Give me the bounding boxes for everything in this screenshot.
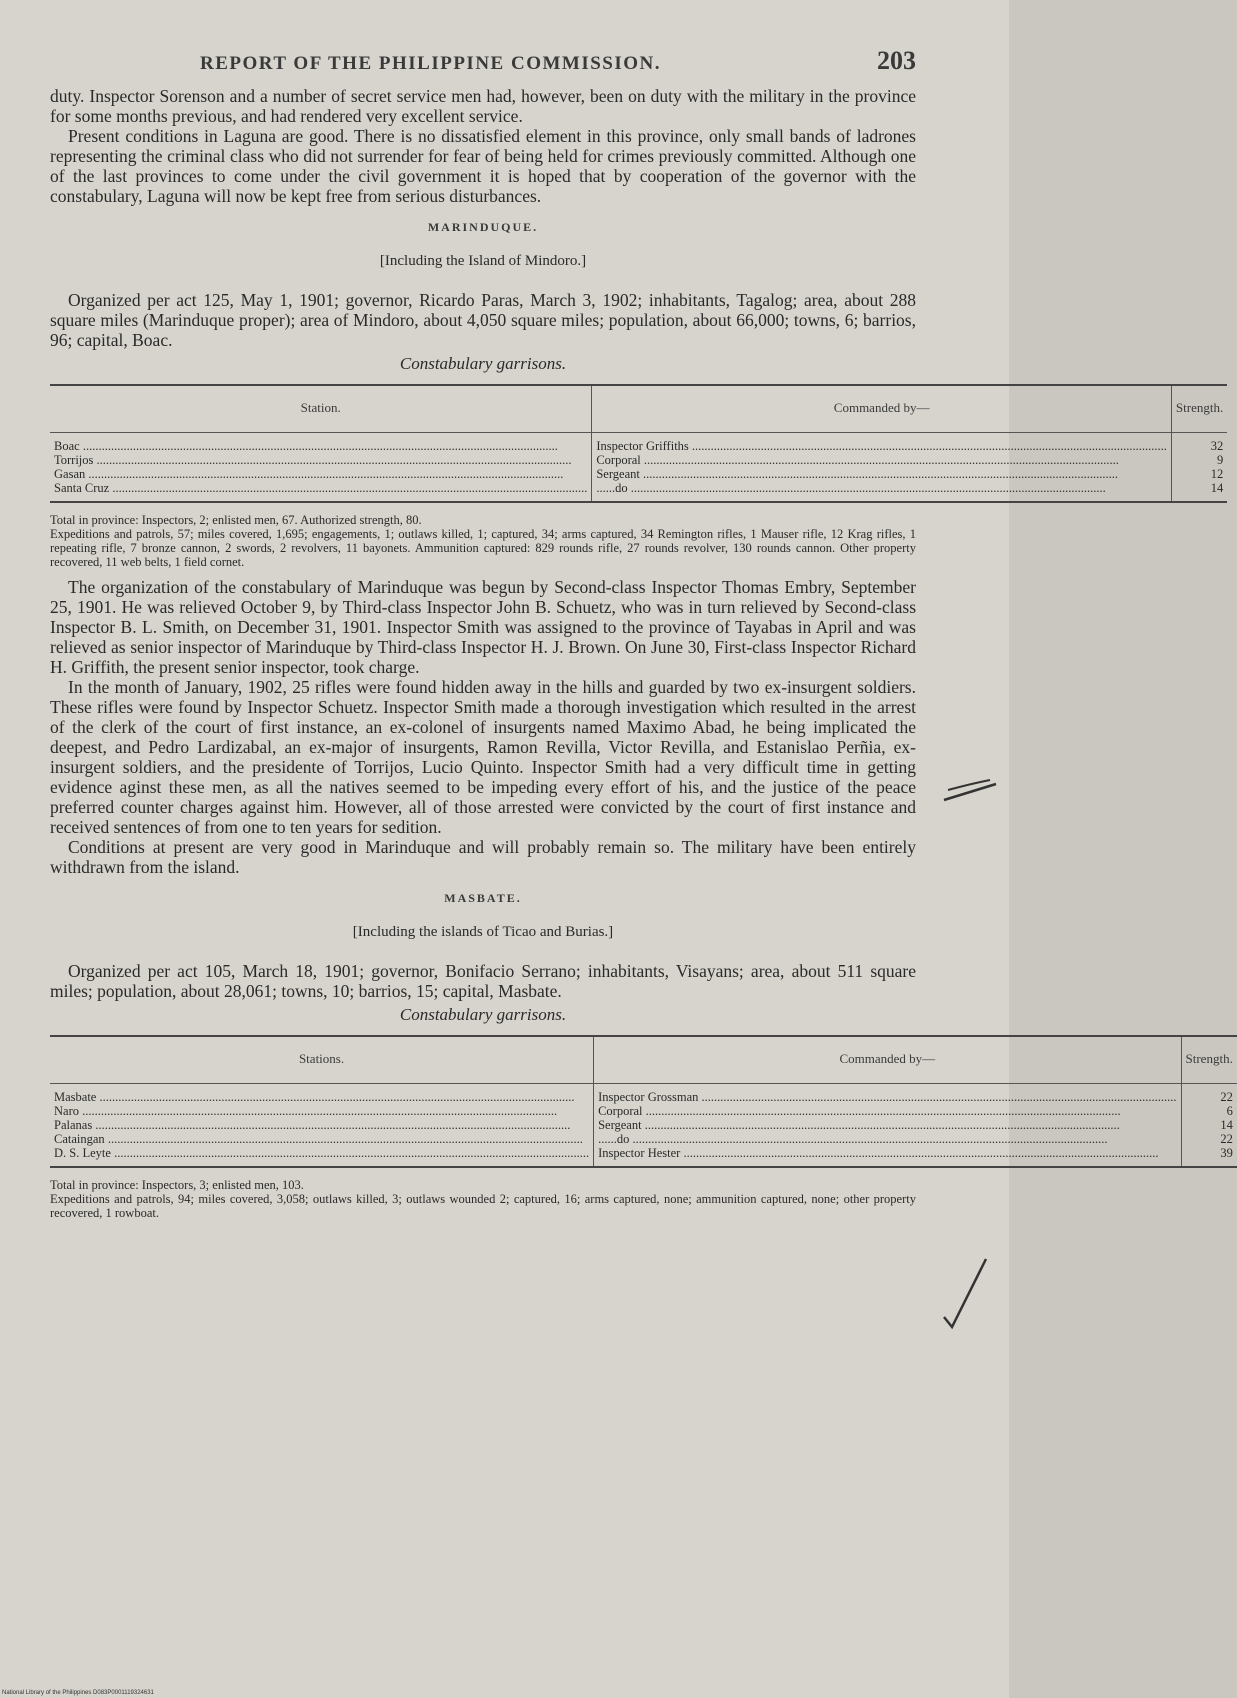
marinduque-paragraph-conditions: Conditions at present are very good in Marinduque and will probably remain so. The military have been entirely withdrawn from the island. — [50, 837, 916, 877]
expeditions-note: Expeditions and patrols, 94; miles covered, 3,058; outlaws killed, 3; outlaws wounded 2; captured, 16; arms captured, none; ammunition captured, none; other property recovered, 1 rowboat. — [50, 1192, 916, 1220]
marinduque-paragraph-organization: The organization of the constabulary of Marinduque was begun by Second-class Inspector Thomas Embry, September 25, 1901. He was relieved October 9, by Third-class Inspector John B. Schuetz, who was in turn relieved by Second-class Inspector B. L. Smith, on December 31, 1901. Inspector Smith was assigned to the province of Tayabas in April and was relieved as senior inspector of Marinduque by Third-class Inspector H. J. Brown. On June 30, First-class Inspector Richard H. Griffith, the present senior inspector, took charge. — [50, 577, 916, 677]
commander-cell: Inspector Grossman ..... — [598, 1090, 1176, 1104]
marinduque-table-caption: Constabulary garrisons. — [399, 354, 567, 373]
section-subtitle-masbate: [Including the islands of Ticao and Burias.] — [352, 924, 614, 940]
station-cell: Palanas ..... — [54, 1118, 589, 1132]
total-note: Total in province: Inspectors, 2; enlisted men, 67. Authorized strength, 80. — [50, 513, 422, 527]
page-number: 203 — [877, 46, 916, 75]
commander-cell: Corporal ..... — [598, 1104, 1176, 1118]
strength-cell: 14 — [1210, 481, 1224, 495]
masbate-table-caption: Constabulary garrisons. — [399, 1005, 567, 1024]
station-cell: Cataingan ..... — [54, 1132, 589, 1146]
expeditions-note: Expeditions and patrols, 57; miles covered, 1,695; engagements, 1; outlaws killed, 1; captured, 34; arms captured, 34 Remington rifles, 1 Mauser rifle, 12 Krag rifles, 1 repeating rifle, 7 bronze cannon, 2 swords, 2 revolvers, 11 bayonets. Ammunition captured: 829 rounds rifle, 27 rounds revolver, 130 rounds cannon. Other property recovered, 11 web belts, 1 field cornet. — [50, 527, 916, 569]
column-header-stations: Stations. — [50, 1036, 594, 1084]
station-cell: D. S. Leyte ..... — [54, 1146, 589, 1160]
commander-cell: ......do ..... — [598, 1132, 1176, 1146]
strength-cell: 39 — [1220, 1146, 1233, 1160]
table-row — [50, 433, 1227, 503]
strength-cell: 14 — [1220, 1118, 1233, 1132]
commander-cell: Inspector Hester ..... — [598, 1146, 1176, 1160]
marinduque-paragraph-rifles: In the month of January, 1902, 25 rifles were found hidden away in the hills and guarded by two ex-insurgent soldiers. These rifles were found by Inspector Schuetz. Inspector Smith made a thorough investigation which resulted in the arrest of the clerk of the court of first instance, an ex-colonel of insurgents named Maximo Abad, he being implicated the deepest, and Pedro Lardizabal, an ex-major of insurgents, Ramon Revilla, Victor Revilla, and Estanislao Perñia, ex-insurgent soldiers, and the presidente of Torrijos, Lucio Quinto. Inspector Smith had a very difficult time in getting evidence aginst these men, as all the natives seemed to be impeding every effort of his, and the justice of the peace preferred counter charges against him. However, all of those arrested were convicted by the court of first instance and received sentences of from one to ten years for sedition. — [50, 677, 916, 837]
total-note: Total in province: Inspectors, 3; enlisted men, 103. — [50, 1178, 304, 1192]
column-header-station: Station. — [50, 385, 592, 433]
section-title-marinduque: MARINDUQUE. — [427, 220, 539, 234]
masbate-garrison-table — [50, 1035, 1237, 1168]
station-cell: Torrijos ..... — [54, 453, 587, 467]
commander-cell: Sergeant ..... — [596, 467, 1167, 481]
commander-cell: ......do ..... — [596, 481, 1167, 495]
table-row — [50, 1084, 1237, 1168]
column-header-strength: Strength. — [1171, 385, 1227, 433]
header-title: REPORT OF THE PHILIPPINE COMMISSION. — [200, 53, 662, 74]
strength-cell: 22 — [1220, 1132, 1233, 1146]
margin-dash-mark-icon — [940, 778, 1000, 808]
masbate-table-notes — [50, 1178, 916, 1220]
column-header-commanded-by: Commanded by— — [594, 1036, 1181, 1084]
marinduque-table-notes — [50, 513, 916, 569]
strength-cell: 6 — [1226, 1104, 1233, 1118]
station-cell: Masbate ..... — [54, 1090, 589, 1104]
station-cell: Gasan ..... — [54, 467, 587, 481]
column-header-commanded-by: Commanded by— — [592, 385, 1172, 433]
strength-cell: 32 — [1210, 439, 1224, 453]
intro-paragraph-continuation: duty. Inspector Sorenson and a number of secret service men had, however, been on duty with the military in the province for some months previous, and had rendered very excellent service. — [50, 86, 916, 126]
strength-cell: 12 — [1210, 467, 1224, 481]
footer-credit: National Library of the Philippines D083P0001119324631 — [2, 1690, 154, 1696]
section-title-masbate: MASBATE. — [444, 891, 522, 905]
column-header-strength: Strength. — [1181, 1036, 1237, 1084]
page-content — [50, 46, 1233, 1228]
section-subtitle-marinduque: [Including the Island of Mindoro.] — [379, 253, 587, 269]
marinduque-summary: Organized per act 125, May 1, 1901; governor, Ricardo Paras, March 3, 1902; inhabitants, Tagalog; area, about 288 square miles (Marinduque proper); area of Mindoro, about 4,050 square miles; population, about 66,000; towns, 6; barrios, 96; capital, Boac. — [50, 290, 916, 350]
station-cell: Boac ..... — [54, 439, 587, 453]
strength-cell: 9 — [1216, 453, 1224, 467]
intro-paragraph-laguna: Present conditions in Laguna are good. There is no dissatisfied element in this province, only small bands of ladrones representing the criminal class who did not surrender for fear of being held for crimes previously committed. Although one of the last provinces to come under the civil government it is hoped that by cooperation of the governor with the constabulary, Laguna will now be kept free from serious disturbances. — [50, 126, 916, 206]
commander-cell: Inspector Griffiths ..... — [596, 439, 1167, 453]
commander-cell: Sergeant ..... — [598, 1118, 1176, 1132]
strength-cell: 22 — [1220, 1090, 1233, 1104]
station-cell: Santa Cruz ..... — [54, 481, 587, 495]
margin-check-mark-icon — [940, 1255, 990, 1335]
marinduque-garrison-table — [50, 384, 1227, 503]
commander-cell: Corporal ..... — [596, 453, 1167, 467]
station-cell: Naro ..... — [54, 1104, 589, 1118]
masbate-summary: Organized per act 105, March 18, 1901; governor, Bonifacio Serrano; inhabitants, Visayans; area, about 511 square miles; population, about 28,061; towns, 10; barrios, 15; capital, Masbate. — [50, 961, 916, 1001]
running-header — [50, 46, 916, 76]
